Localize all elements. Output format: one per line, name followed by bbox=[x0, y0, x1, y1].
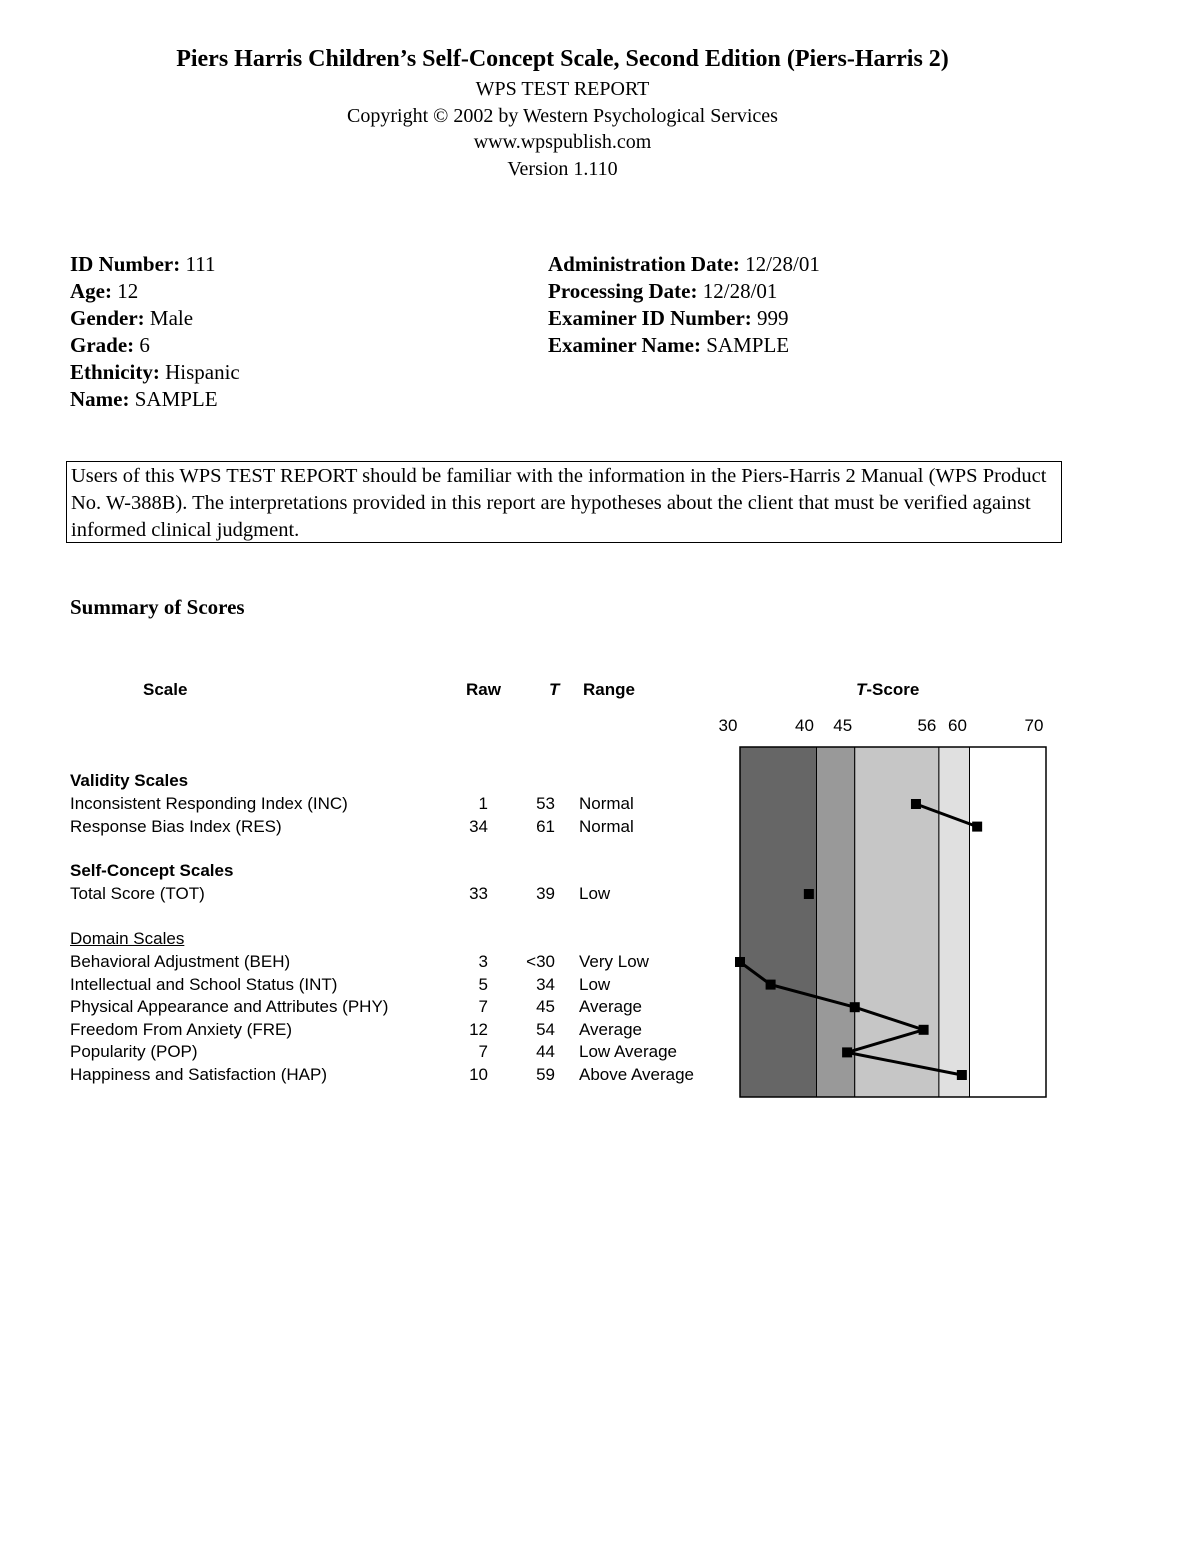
tick-label: 70 bbox=[1024, 716, 1044, 735]
client-info-label: Examiner Name: bbox=[548, 333, 701, 357]
data-point bbox=[842, 1047, 852, 1057]
data-point bbox=[735, 957, 745, 967]
t-score: 44 bbox=[536, 1042, 555, 1062]
score-range: Average bbox=[579, 997, 643, 1017]
score-range: Low bbox=[579, 974, 611, 994]
t-score: 54 bbox=[536, 1019, 555, 1039]
scale-name: Intellectual and School Status (INT) bbox=[70, 974, 338, 994]
data-point bbox=[766, 980, 776, 990]
score-range: Normal bbox=[579, 816, 634, 836]
scale-name: Freedom From Anxiety (FRE) bbox=[70, 1019, 292, 1039]
tscore-band bbox=[740, 747, 817, 1097]
disclaimer-box: Users of this WPS TEST REPORT should be familiar with the information in the Piers-Harris 2 Manual (WPS Product No. W-388B). The interpretations provided in this report are hypotheses about the client that must be verified against informed clinical judgment. bbox=[66, 461, 1062, 543]
column-header-t: T bbox=[549, 680, 560, 699]
report-subtitle: WPS TEST REPORT bbox=[475, 78, 650, 100]
raw-score: 34 bbox=[469, 816, 488, 836]
t-score: 34 bbox=[536, 974, 555, 994]
tick-label: 45 bbox=[833, 716, 853, 735]
client-info-value: SAMPLE bbox=[706, 333, 790, 357]
scale-name: Behavioral Adjustment (BEH) bbox=[70, 952, 291, 971]
tick-label: 30 bbox=[718, 716, 738, 735]
client-info-value: Hispanic bbox=[165, 360, 240, 384]
tick-label: 40 bbox=[795, 716, 814, 735]
score-range: Low bbox=[579, 884, 611, 903]
t-score: <30 bbox=[526, 952, 555, 971]
client-info-value: 12/28/01 bbox=[702, 279, 778, 303]
client-info-value: 12/28/01 bbox=[745, 252, 820, 276]
scale-name: Happiness and Satisfaction (HAP) bbox=[70, 1065, 328, 1084]
tick-label: 56 bbox=[917, 716, 937, 735]
group-title: Validity Scales bbox=[70, 771, 189, 790]
client-info-value: 12 bbox=[117, 279, 139, 303]
client-info-value: 999 bbox=[757, 306, 789, 330]
data-point bbox=[850, 1002, 860, 1012]
raw-score: 3 bbox=[478, 952, 488, 971]
group-title: Self-Concept Scales bbox=[70, 861, 234, 880]
scale-name: Inconsistent Responding Index (INC) bbox=[70, 794, 348, 813]
column-header-scale: Scale bbox=[143, 680, 188, 699]
scale-name: Response Bias Index (RES) bbox=[70, 816, 282, 836]
client-info-label: Age: bbox=[70, 279, 112, 303]
scale-name: Total Score (TOT) bbox=[70, 884, 205, 903]
scale-name: Popularity (POP) bbox=[70, 1042, 198, 1062]
t-score: 45 bbox=[536, 997, 555, 1017]
client-info-value: SAMPLE bbox=[134, 387, 218, 411]
data-point bbox=[911, 799, 921, 809]
tscore-band bbox=[939, 747, 970, 1097]
column-header-raw: Raw bbox=[466, 680, 501, 699]
client-info-label: ID Number: bbox=[70, 252, 181, 276]
data-point bbox=[804, 889, 814, 899]
raw-score: 1 bbox=[478, 794, 488, 813]
column-header-tscore-italic: T bbox=[856, 680, 867, 699]
raw-score: 5 bbox=[478, 974, 488, 994]
data-point bbox=[919, 1025, 929, 1035]
score-range: Low Average bbox=[579, 1042, 677, 1062]
data-point bbox=[972, 822, 982, 832]
score-range: Above Average bbox=[579, 1065, 694, 1084]
t-score: 39 bbox=[536, 884, 555, 903]
client-info-label: Examiner ID Number: bbox=[548, 306, 752, 330]
website-line: www.wpspublish.com bbox=[473, 131, 652, 153]
score-range: Average bbox=[579, 1019, 643, 1039]
copyright-line: Copyright © 2002 by Western Psychological Services bbox=[347, 104, 778, 127]
data-point bbox=[957, 1070, 967, 1080]
score-range: Very Low bbox=[579, 952, 649, 971]
tscore-band bbox=[855, 747, 939, 1097]
t-score: 61 bbox=[536, 816, 555, 836]
client-info-label: Ethnicity: bbox=[70, 360, 160, 384]
raw-score: 10 bbox=[469, 1065, 488, 1084]
raw-score: 7 bbox=[478, 1042, 488, 1062]
column-header-tscore-rest: -Score bbox=[866, 680, 920, 699]
client-info-label: Gender: bbox=[70, 306, 145, 330]
client-info-label: Grade: bbox=[70, 333, 135, 357]
scale-name: Physical Appearance and Attributes (PHY) bbox=[70, 997, 389, 1017]
raw-score: 7 bbox=[478, 997, 488, 1017]
client-info-label: Administration Date: bbox=[548, 252, 740, 276]
raw-score: 12 bbox=[469, 1019, 488, 1039]
group-title: Domain Scales bbox=[70, 929, 185, 948]
t-score: 53 bbox=[536, 794, 555, 813]
tick-label: 60 bbox=[948, 716, 967, 735]
t-score: 59 bbox=[536, 1065, 555, 1084]
version-line: Version 1.110 bbox=[507, 157, 618, 180]
tscore-band bbox=[970, 747, 1047, 1097]
score-range: Normal bbox=[579, 794, 634, 813]
report-title: Piers Harris Children’s Self-Concept Scale, Second Edition (Piers-Harris 2) bbox=[176, 46, 949, 72]
client-info-value: Male bbox=[149, 306, 194, 330]
raw-score: 33 bbox=[469, 884, 488, 903]
client-info-value: 111 bbox=[185, 252, 216, 276]
client-info-label: Name: bbox=[70, 387, 130, 411]
client-info-value: 6 bbox=[139, 333, 150, 357]
summary-heading: Summary of Scores bbox=[70, 595, 245, 619]
tscore-band bbox=[817, 747, 855, 1097]
column-header-range: Range bbox=[583, 680, 635, 699]
client-info-label: Processing Date: bbox=[548, 279, 698, 303]
